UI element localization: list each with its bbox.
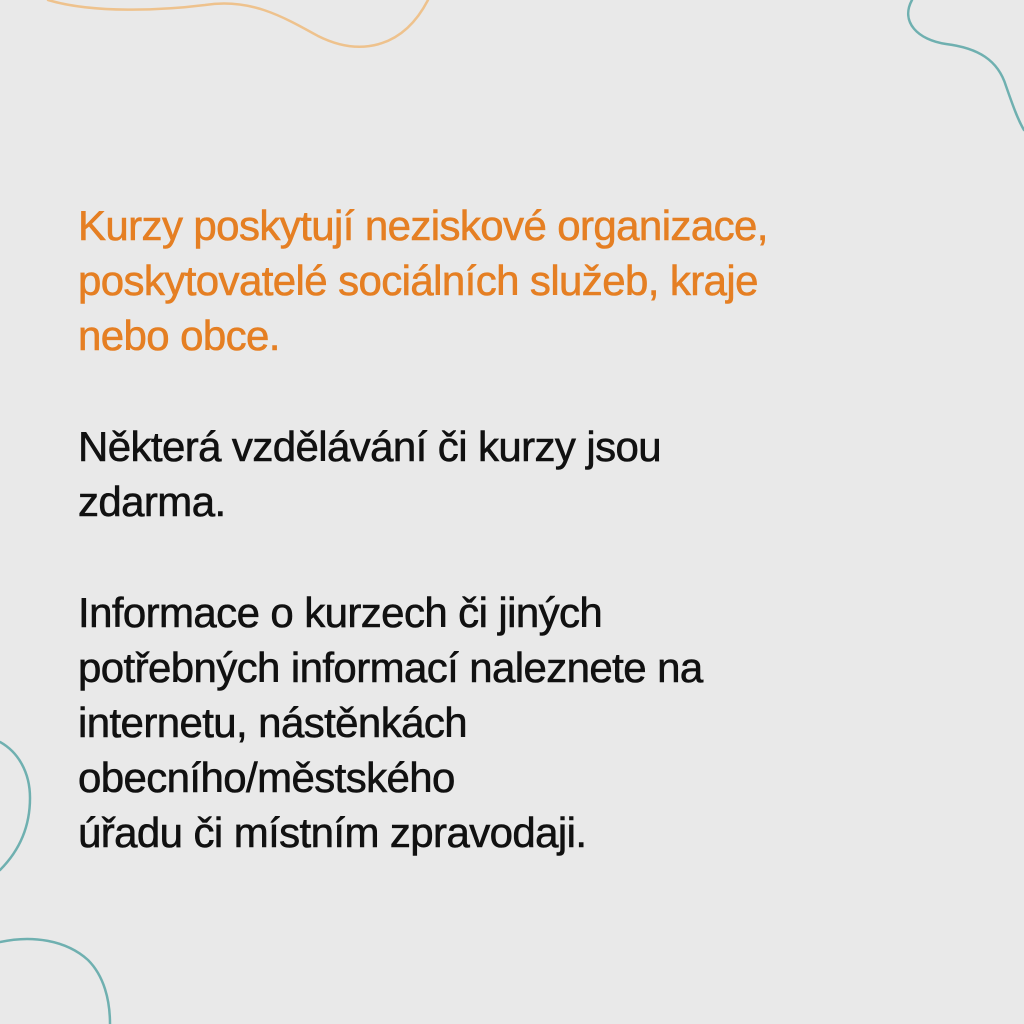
squiggle-line-teal-bottom-left-icon — [0, 939, 110, 1024]
text-line: obecního/městského — [78, 754, 455, 801]
text-line: úřadu či místním zpravodaji. — [78, 809, 587, 856]
text-line: Kurzy poskytují neziskové organizace, — [78, 202, 768, 249]
squiggle-line-teal-left-icon — [0, 742, 30, 870]
squiggle-line-orange-top-icon — [48, 0, 428, 47]
information-paragraph — [78, 585, 978, 860]
text-line: poskytovatelé sociálních služeb, kraje — [78, 257, 758, 304]
text-line: potřebných informací naleznete na — [78, 644, 703, 691]
text-line: nebo obce. — [78, 312, 280, 359]
free-courses-paragraph — [78, 419, 978, 529]
text-line: internetu, nástěnkách — [78, 699, 468, 746]
intro-paragraph — [78, 198, 978, 363]
text-line: Informace o kurzech či jiných — [78, 589, 603, 636]
text-line: zdarma. — [78, 478, 226, 525]
main-content — [78, 198, 978, 860]
text-line: Některá vzdělávání či kurzy jsou — [78, 423, 662, 470]
squiggle-line-teal-top-right-icon — [908, 0, 1024, 130]
